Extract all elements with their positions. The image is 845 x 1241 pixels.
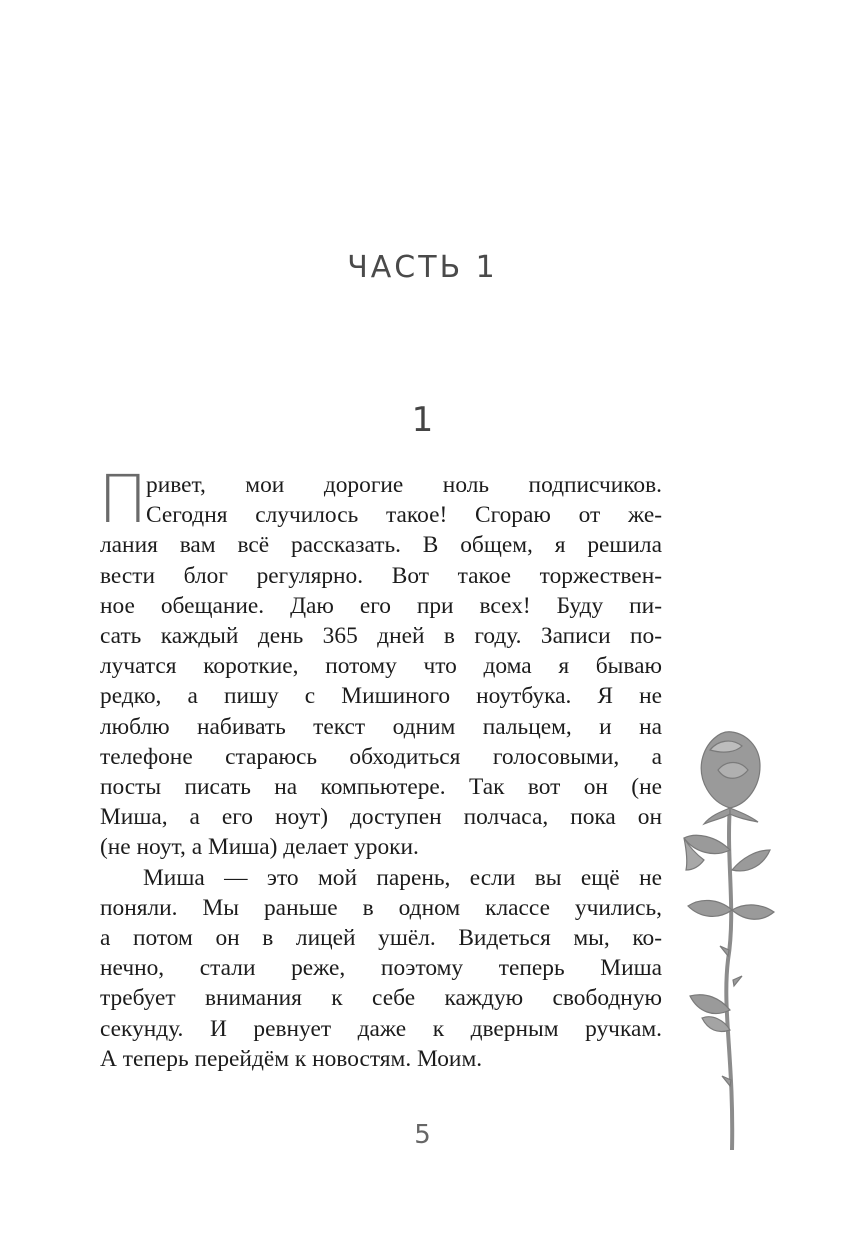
text-line: секунду. И ревнует даже к дверным ручкам. (100, 1015, 662, 1042)
text-line: телефоне стараюсь обходиться голосовыми, а (100, 743, 662, 770)
text-line: посты писать на компьютере. Так вот он (не (100, 774, 662, 801)
paragraph-2 (100, 863, 662, 1074)
text-line: А теперь перейдём к новостям. Моим. (100, 1045, 483, 1072)
text-line: (не ноут, а Миша) делает уроки. (100, 834, 419, 861)
text-line: Сегодня случилось такое! Сгораю от же- (146, 502, 662, 529)
rose-icon (680, 720, 780, 1150)
text-line: редко, а пишу с Мишиного ноутбука. Я не (100, 683, 662, 710)
text-line: нечно, стали реже, поэтому теперь Миша (100, 955, 662, 982)
text-line: а потом он в лицей ушёл. Видеться мы, ко- (100, 925, 662, 952)
text-line: лания вам всё рассказать. В общем, я решила (100, 532, 662, 559)
body-text (98, 461, 662, 1074)
text-line: поняли. Мы раньше в одном классе учились, (100, 894, 662, 921)
text-line: вести блог регулярно. Вот такое торжествен- (100, 562, 662, 589)
text-line: требует внимания к себе каждую свободную (100, 985, 662, 1012)
text-line: Миша, а его ноут) доступен полчаса, пока он (100, 804, 662, 831)
text-line: Миша — это мой парень, если вы ещё не (143, 864, 662, 891)
text-line: ное обещание. Даю его при всех! Буду пи- (100, 592, 662, 619)
text-line: сать каждый день 365 дней в году. Записи по- (100, 623, 662, 650)
paragraph-1 (98, 461, 662, 863)
text-line: лучатся короткие, потому что дома я бываю (100, 653, 662, 680)
drop-cap: П (98, 461, 148, 538)
part-title: ЧАСТЬ 1 (347, 250, 498, 285)
text-line: ривет, мои дорогие ноль подписчиков. (146, 472, 662, 498)
chapter-number: 1 (411, 400, 434, 440)
text-line: люблю набивать текст одним пальцем, и на (100, 713, 662, 740)
page-number: 5 (414, 1120, 431, 1150)
